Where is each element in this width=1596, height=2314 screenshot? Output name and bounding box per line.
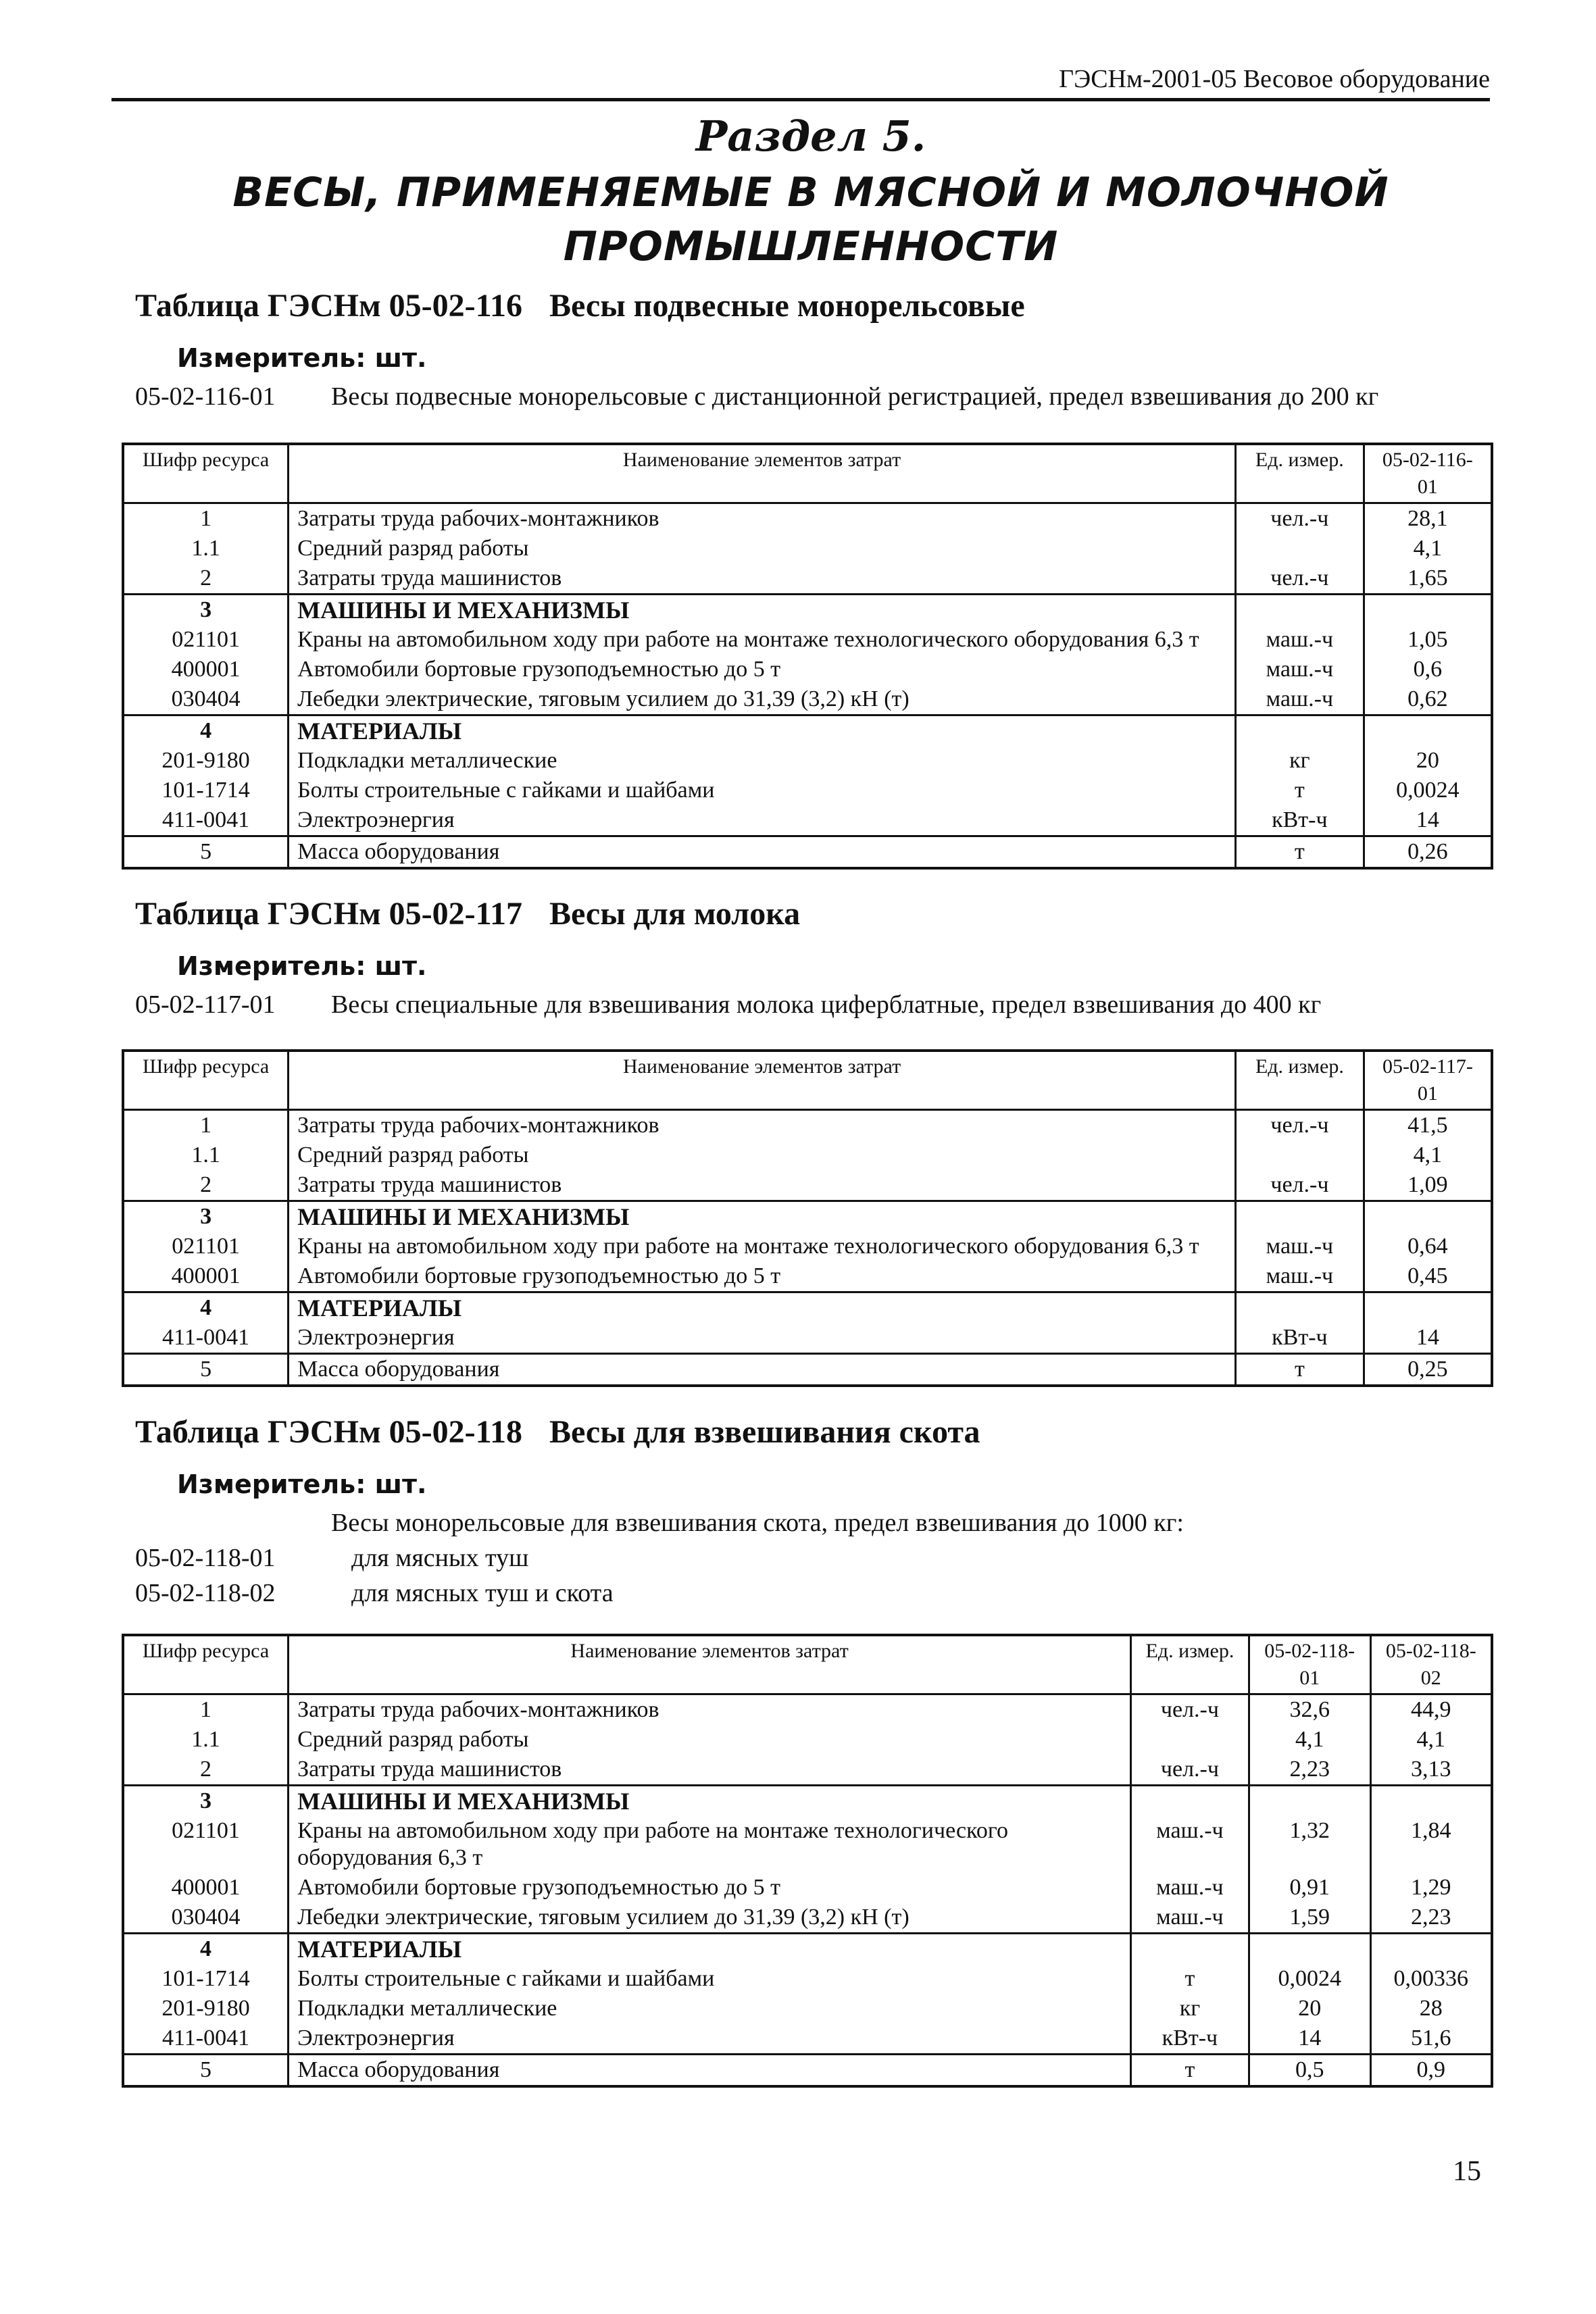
table-row [123,1110,1492,1141]
cell-name: Автомобили бортовые грузоподъемностью до 5 т [289,1261,1236,1292]
table-116-desc [135,382,1378,411]
cell-name: Болты строительные с гайками и шайбами [289,776,1236,805]
section-title [122,166,1500,274]
cell-name: Подкладки металлические [289,1994,1131,2023]
cell-code: 5 [123,836,289,869]
cell-unit: маш.-ч [1235,625,1364,655]
cell-value: 14 [1364,805,1492,836]
cell-value: 0,26 [1364,836,1492,869]
section-title-line1: ВЕСЫ, ПРИМЕНЯЕМЫЕ В МЯСНОЙ И МОЛОЧНОЙ [232,169,1389,216]
cell-code: 400001 [123,1873,289,1903]
cell-value1: 0,91 [1249,1873,1370,1903]
cell-code: 5 [123,2055,289,2087]
cell-value1: 0,0024 [1249,1964,1370,1994]
col-unit-header: Ед. измер. [1235,444,1364,503]
cell-code: 3 [123,1201,289,1232]
cell-code: 201-9180 [123,1994,289,2023]
table-117-meter: Измеритель: шт. [177,951,427,981]
table-117 [122,1049,1493,1387]
cell-code: 2 [123,563,289,595]
cell-name: Затраты труда рабочих-монтажников [289,1694,1131,1726]
col-value1-header: 05-02-118-01 [1249,1635,1370,1694]
cell-value [1364,1201,1492,1232]
cell-value2: 51,6 [1370,2023,1492,2055]
cell-unit: т [1131,1964,1249,1994]
cell-code: 400001 [123,1261,289,1292]
cell-value1: 32,6 [1249,1694,1370,1726]
cell-value1 [1249,1786,1370,1817]
cell-value2: 28 [1370,1994,1492,2023]
cell-value: 0,0024 [1364,776,1492,805]
cell-name: Электроэнергия [289,805,1236,836]
cell-value [1364,715,1492,747]
table-116-code: 05-02-116-01 [135,382,276,411]
cell-value2 [1370,1786,1492,1817]
cell-unit: чел.-ч [1236,1170,1364,1201]
cell-unit [1235,534,1364,563]
cell-name: Автомобили бортовые грузоподъемностью до 5 т [289,1873,1131,1903]
table-row [123,1140,1492,1170]
cell-name: Лебедки электрические, тяговым усилием до 31,39 (3,2) кН (т) [289,1903,1131,1934]
cell-unit: чел.-ч [1235,503,1364,534]
table-118-body [123,1694,1492,2087]
cell-unit [1235,715,1364,747]
table-row [123,836,1492,869]
table-row [123,684,1492,715]
table-117-heading [135,895,800,932]
table-row [123,595,1492,626]
table-row [123,625,1492,655]
cell-value2: 1,29 [1370,1873,1492,1903]
cell-unit: маш.-ч [1131,1903,1249,1934]
table-118-name: Весы для взвешивания скота [549,1414,980,1450]
section-title-line2: ПРОМЫШЛЕННОСТИ [563,223,1059,270]
cell-name: МАТЕРИАЛЫ [289,1292,1236,1324]
cell-code: 2 [123,1170,289,1201]
cell-unit: кг [1131,1994,1249,2023]
table-118-meter: Измеритель: шт. [177,1469,427,1499]
table-116-meter: Измеритель: шт. [177,343,427,373]
cell-unit: т [1235,836,1364,869]
cell-name: Затраты труда машинистов [289,1170,1236,1201]
cell-unit [1236,1140,1364,1170]
cell-code: 3 [123,595,289,626]
cell-value1: 1,59 [1249,1903,1370,1934]
table-117-desc [135,990,1321,1020]
cell-code: 201-9180 [123,746,289,776]
cell-code: 1 [123,503,289,534]
cell-code: 021101 [123,1816,289,1873]
table-118-item [135,1540,1184,1576]
table-row [123,1725,1492,1755]
cell-code: 4 [123,1292,289,1324]
cell-name: Автомобили бортовые грузоподъемностью до 5 т [289,655,1236,684]
cell-code: 1.1 [123,1140,289,1170]
cell-code: 030404 [123,1903,289,1934]
table-row [123,1994,1492,2023]
cell-unit: чел.-ч [1236,1110,1364,1141]
cell-value2 [1370,1934,1492,1965]
table-row [123,1816,1492,1873]
cell-code: 3 [123,1786,289,1817]
cell-name: Краны на автомобильном ходу при работе на монтаже технологического оборудования 6,3 т [289,1232,1236,1261]
cell-unit: кг [1235,746,1364,776]
cell-code: 101-1714 [123,776,289,805]
cell-unit: т [1235,776,1364,805]
cell-unit: т [1236,1354,1364,1386]
col-code-header: Шифр ресурса [123,1051,289,1110]
cell-name: Болты строительные с гайками и шайбами [289,1964,1131,1994]
page-number: 15 [1453,2156,1481,2187]
table-row [123,1261,1492,1292]
cell-unit: кВт-ч [1235,805,1364,836]
table-row [123,1694,1492,1726]
table-row [123,503,1492,534]
cell-value [1364,595,1492,626]
cell-value: 0,25 [1364,1354,1492,1386]
cell-value2: 1,84 [1370,1816,1492,1873]
cell-unit [1131,1725,1249,1755]
cell-unit: маш.-ч [1236,1261,1364,1292]
cell-value1: 4,1 [1249,1725,1370,1755]
cell-unit: маш.-ч [1131,1873,1249,1903]
item-code: 05-02-118-01 [135,1544,276,1572]
table-117-body [123,1110,1492,1386]
table-117-name: Весы для молока [549,896,801,932]
col-code-header: Шифр ресурса [123,1635,289,1694]
table-row [123,1323,1492,1354]
cell-name: МАШИНЫ И МЕХАНИЗМЫ [289,595,1236,626]
table-118-heading [135,1413,980,1451]
table-116-body [123,503,1492,869]
cell-name: Затраты труда машинистов [289,1755,1131,1786]
cell-code: 1.1 [123,1725,289,1755]
cell-unit: т [1131,2055,1249,2087]
cell-name: Краны на автомобильном ходу при работе на монтаже технологического оборудования 6,3 т [289,1816,1131,1873]
cell-name: Средний разряд работы [289,1140,1236,1170]
col-value2-header: 05-02-118-02 [1370,1635,1492,1694]
table-116-name: Весы подвесные монорельсовые [549,288,1025,324]
cell-name: МАШИНЫ И МЕХАНИЗМЫ [289,1786,1131,1817]
table-118 [122,1634,1493,2088]
cell-code: 1.1 [123,534,289,563]
cell-value: 0,6 [1364,655,1492,684]
cell-unit: чел.-ч [1131,1755,1249,1786]
table-116 [122,443,1493,870]
cell-name: Лебедки электрические, тяговым усилием до 31,39 (3,2) кН (т) [289,684,1236,715]
cell-unit: маш.-ч [1235,655,1364,684]
table-row [123,1964,1492,1994]
table-row [123,1934,1492,1965]
col-value-header: 05-02-117-01 [1364,1051,1492,1110]
cell-value: 1,09 [1364,1170,1492,1201]
cell-value1: 2,23 [1249,1755,1370,1786]
cell-value: 14 [1364,1323,1492,1354]
table-row [123,1786,1492,1817]
cell-value: 20 [1364,746,1492,776]
running-header: ГЭСНм-2001-05 Весовое оборудование [111,64,1490,101]
cell-value2: 0,00336 [1370,1964,1492,1994]
item-text: для мясных туш и скота [351,1579,614,1607]
table-row [123,776,1492,805]
cell-code: 411-0041 [123,2023,289,2055]
table-row [123,1354,1492,1386]
cell-value: 4,1 [1364,1140,1492,1170]
cell-unit: маш.-ч [1131,1816,1249,1873]
table-118-desc [135,1505,1184,1611]
cell-name: Подкладки металлические [289,746,1236,776]
cell-unit [1236,1201,1364,1232]
cell-value1: 14 [1249,2023,1370,2055]
section-number: Раздел 5. [695,111,926,161]
cell-value2: 2,23 [1370,1903,1492,1934]
cell-code: 021101 [123,1232,289,1261]
cell-name: Электроэнергия [289,1323,1236,1354]
cell-name: Средний разряд работы [289,534,1236,563]
table-row [123,1873,1492,1903]
cell-value: 4,1 [1364,534,1492,563]
cell-name: Затраты труда рабочих-монтажников [289,503,1236,534]
cell-name: МАШИНЫ И МЕХАНИЗМЫ [289,1201,1236,1232]
col-unit-header: Ед. измер. [1236,1051,1364,1110]
cell-code: 4 [123,715,289,747]
cell-name: МАТЕРИАЛЫ [289,715,1236,747]
cell-value1: 20 [1249,1994,1370,2023]
cell-value: 41,5 [1364,1110,1492,1141]
item-code: 05-02-118-02 [135,1579,276,1607]
col-name-header: Наименование элементов затрат [289,1635,1131,1694]
table-row [123,2055,1492,2087]
table-row [123,805,1492,836]
table-118-intro: Весы монорельсовые для взвешивания скота, предел взвешивания до 1000 кг: [331,1509,1184,1537]
table-118-header-row [123,1635,1492,1694]
table-117-label: Таблица ГЭСНм 05-02-117 [135,896,522,932]
cell-value [1364,1292,1492,1324]
table-116-header-row [123,444,1492,503]
cell-code: 2 [123,1755,289,1786]
table-117-header-row [123,1051,1492,1110]
cell-name: Электроэнергия [289,2023,1131,2055]
cell-name: МАТЕРИАЛЫ [289,1934,1131,1965]
table-row [123,534,1492,563]
table-row [123,1903,1492,1934]
cell-code: 4 [123,1934,289,1965]
cell-code: 101-1714 [123,1964,289,1994]
cell-code: 411-0041 [123,1323,289,1354]
item-text: для мясных туш [351,1544,529,1572]
cell-unit: маш.-ч [1236,1232,1364,1261]
table-row [123,1292,1492,1324]
table-row [123,655,1492,684]
table-row [123,563,1492,595]
table-116-label: Таблица ГЭСНм 05-02-116 [135,288,522,324]
cell-value2: 44,9 [1370,1694,1492,1726]
table-row [123,746,1492,776]
cell-code: 1 [123,1694,289,1726]
cell-value: 0,64 [1364,1232,1492,1261]
cell-name: Масса оборудования [289,2055,1131,2087]
table-116-heading [135,287,1025,324]
table-row [123,715,1492,747]
cell-name: Краны на автомобильном ходу при работе на монтаже технологического оборудования 6,3 т [289,625,1236,655]
cell-code: 1 [123,1110,289,1141]
cell-value: 0,62 [1364,684,1492,715]
cell-code: 030404 [123,684,289,715]
cell-value: 1,65 [1364,563,1492,595]
cell-unit: чел.-ч [1131,1694,1249,1726]
cell-unit [1131,1934,1249,1965]
cell-value2: 4,1 [1370,1725,1492,1755]
table-row [123,1232,1492,1261]
cell-name: Средний разряд работы [289,1725,1131,1755]
cell-unit: чел.-ч [1235,563,1364,595]
cell-value: 1,05 [1364,625,1492,655]
cell-unit [1236,1292,1364,1324]
col-name-header: Наименование элементов затрат [289,1051,1236,1110]
col-name-header: Наименование элементов затрат [289,444,1236,503]
cell-code: 5 [123,1354,289,1386]
cell-value: 28,1 [1364,503,1492,534]
table-row [123,1170,1492,1201]
table-row [123,2023,1492,2055]
table-row [123,1755,1492,1786]
cell-unit [1235,595,1364,626]
table-117-desc-text: Весы специальные для взвешивания молока циферблатные, предел взвешивания до 400 кг [331,990,1322,1019]
cell-code: 411-0041 [123,805,289,836]
col-value-header: 05-02-116-01 [1364,444,1492,503]
cell-name: Масса оборудования [289,1354,1236,1386]
table-row [123,1201,1492,1232]
cell-value1: 0,5 [1249,2055,1370,2087]
cell-unit: кВт-ч [1131,2023,1249,2055]
cell-value1 [1249,1934,1370,1965]
cell-name: Затраты труда машинистов [289,563,1236,595]
table-116-desc-text: Весы подвесные монорельсовые с дистанционной регистрацией, предел взвешивания до 200 кг [331,382,1379,411]
table-117-code: 05-02-117-01 [135,990,276,1019]
cell-value2: 3,13 [1370,1755,1492,1786]
cell-unit: маш.-ч [1235,684,1364,715]
cell-code: 400001 [123,655,289,684]
cell-name: Масса оборудования [289,836,1236,869]
table-118-item [135,1576,1184,1611]
cell-unit [1131,1786,1249,1817]
cell-unit: кВт-ч [1236,1323,1364,1354]
cell-code: 021101 [123,625,289,655]
cell-value1: 1,32 [1249,1816,1370,1873]
col-unit-header: Ед. измер. [1131,1635,1249,1694]
col-code-header: Шифр ресурса [123,444,289,503]
cell-value: 0,45 [1364,1261,1492,1292]
cell-name: Затраты труда рабочих-монтажников [289,1110,1236,1141]
table-118-label: Таблица ГЭСНм 05-02-118 [135,1414,522,1450]
cell-value2: 0,9 [1370,2055,1492,2087]
